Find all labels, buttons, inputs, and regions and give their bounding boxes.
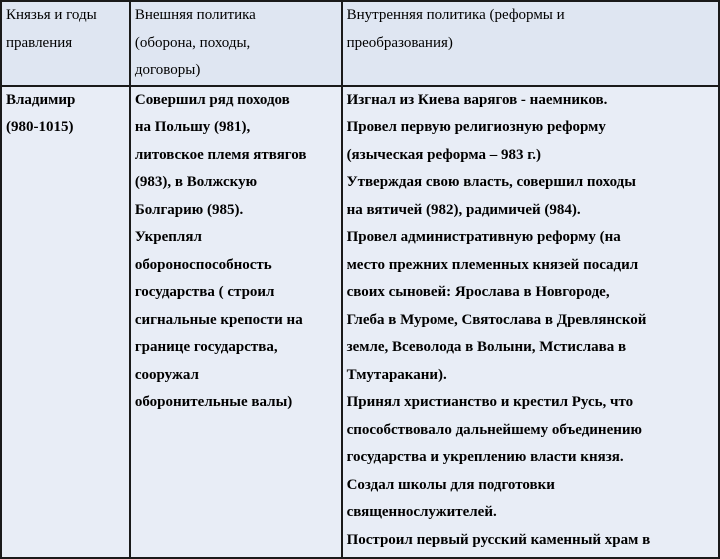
table-header-row: [1, 1, 719, 86]
header-text: Внутренняя политика (реформы и: [346, 7, 565, 23]
header-text: преобразования): [346, 34, 453, 51]
domestic-text: священнослужителей.: [346, 504, 497, 520]
cell-prince: [1, 86, 130, 558]
domestic-text: земле, Всеволода в Волыни, Мстислава в: [346, 339, 627, 355]
domestic-text: способствовало дальнейшему объединению: [346, 421, 642, 438]
header-cell-domestic: [342, 1, 719, 86]
foreign-text: оборонительные валы): [134, 394, 293, 410]
header-text: правления: [6, 34, 73, 51]
domestic-text: Тмутаракани).: [346, 366, 447, 383]
header-text: Князья и годы: [6, 7, 97, 23]
prince-text: Владимир: [6, 91, 76, 108]
domestic-text: место прежних племенных князей посадил: [346, 256, 639, 273]
table-row: [1, 86, 719, 558]
header-text: (оборона, походы,: [134, 34, 251, 51]
domestic-text: (языческая реформа – 983 г.): [346, 146, 542, 163]
domestic-text: Изгнал из Киева варягов - наемников.: [346, 91, 608, 108]
domestic-text: своих сыновей: Ярослава в Новгороде,: [346, 284, 610, 300]
foreign-text: (983), в Волжскую: [134, 174, 258, 190]
foreign-text: литовское племя ятвягов: [134, 146, 307, 163]
foreign-text: сигнальные крепости на: [134, 311, 303, 328]
domestic-text: Провел первую религиозную реформу: [346, 119, 606, 135]
domestic-text: Принял христианство и крестил Русь, что: [346, 394, 634, 410]
domestic-text: Построил первый русский каменный храм в: [346, 531, 651, 548]
prince-text: (980-1015): [6, 119, 74, 135]
domestic-text: Глеба в Муроме, Святослава в Древлянской: [346, 311, 647, 328]
foreign-text: обороноспособность: [134, 256, 272, 273]
foreign-text: сооружал: [134, 366, 199, 383]
domestic-text: государства и укреплению власти князя.: [346, 449, 624, 465]
domestic-text: на вятичей (982), радимичей (984).: [346, 201, 581, 218]
foreign-text: на Польшу (981),: [134, 119, 251, 135]
foreign-text: Совершил ряд походов: [134, 91, 290, 108]
header-text: Внешняя политика: [134, 7, 256, 23]
cell-foreign-policy: [130, 86, 342, 558]
foreign-text: Укреплял: [134, 229, 202, 245]
foreign-text: границе государства,: [134, 339, 278, 355]
foreign-text: Болгарию (985).: [134, 201, 244, 218]
header-text: договоры): [134, 62, 201, 78]
domestic-text: Создал школы для подготовки: [346, 476, 555, 493]
foreign-text: государства ( строил: [134, 284, 275, 300]
header-cell-prince: [1, 1, 130, 86]
domestic-text: Утверждая свою власть, совершил походы: [346, 174, 636, 190]
cell-domestic-policy: [342, 86, 719, 558]
domestic-text: Провел административную реформу (на: [346, 229, 621, 245]
header-cell-foreign: [130, 1, 342, 86]
